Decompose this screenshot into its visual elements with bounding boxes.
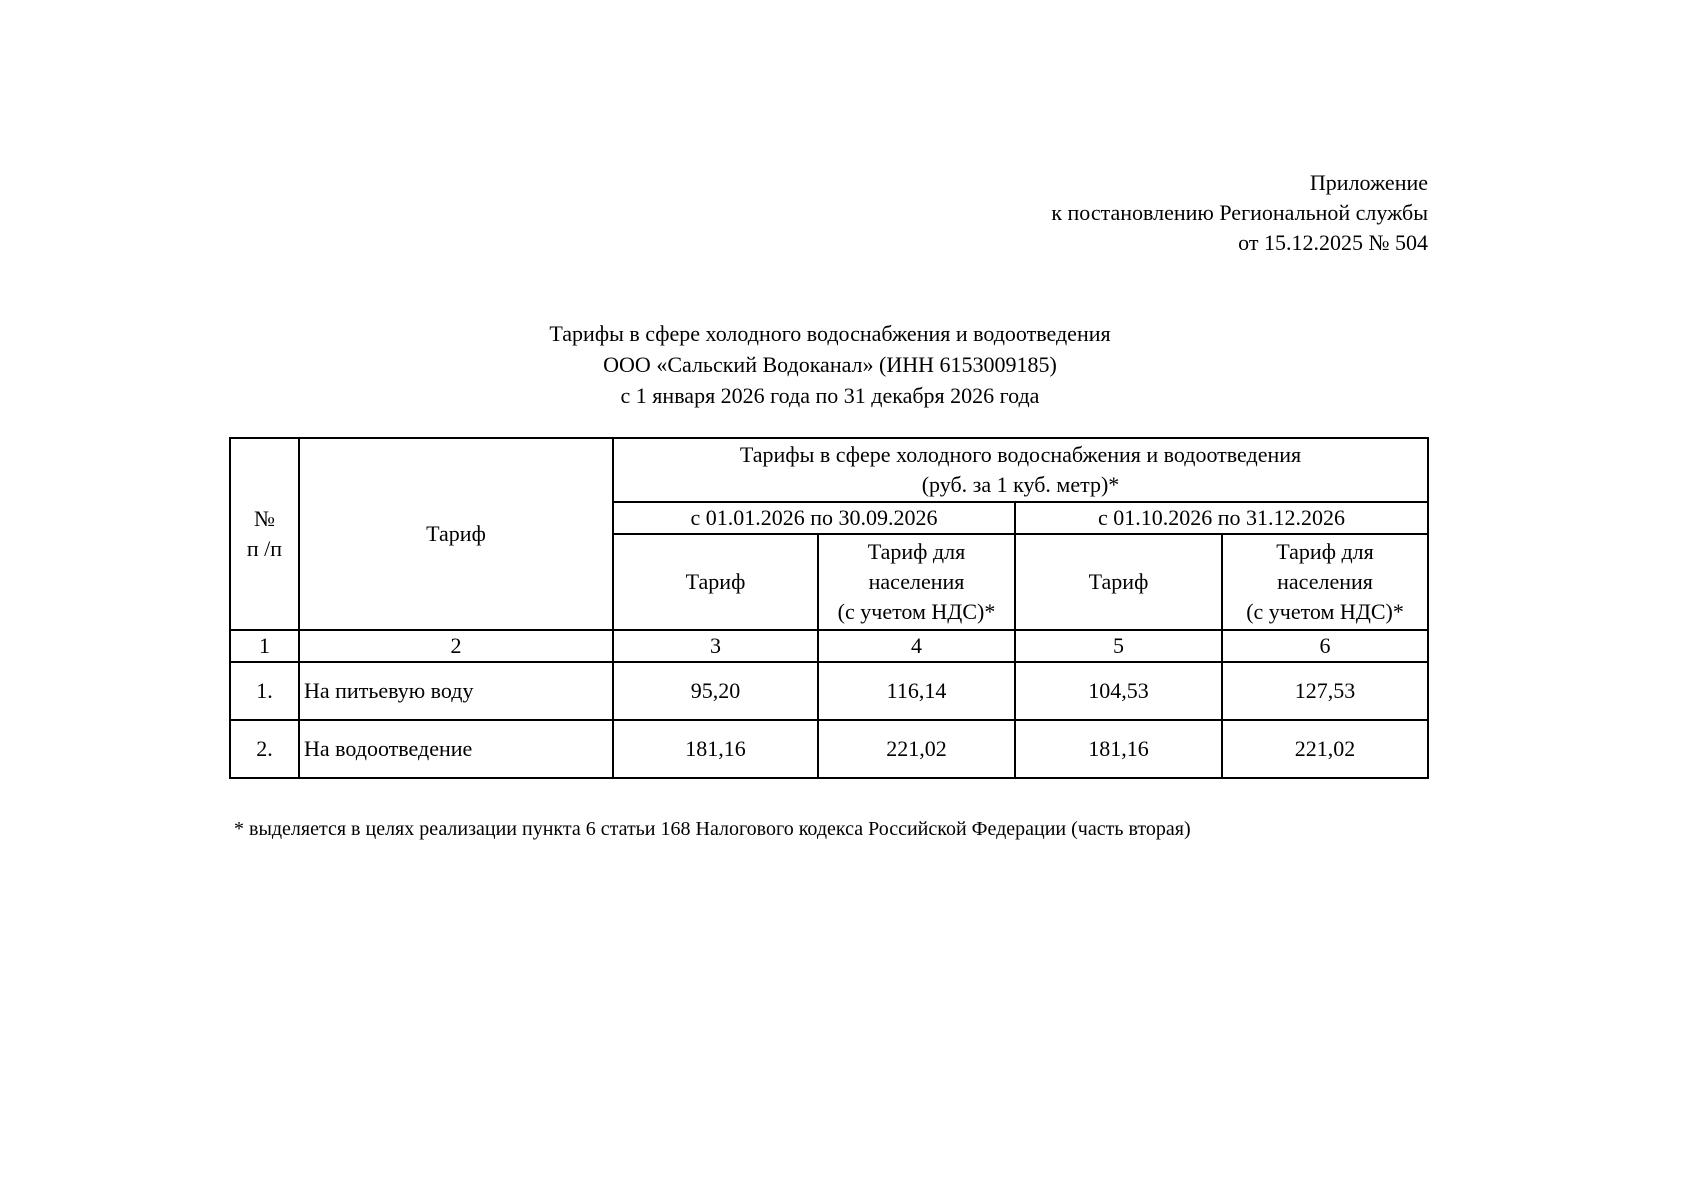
header-p1-pop-line-1: Тариф для xyxy=(867,539,966,564)
row-number: 2. xyxy=(230,720,299,778)
appendix-line-2: к постановлению Региональной службы xyxy=(1051,200,1428,225)
title-line-3: с 1 января 2026 года по 31 декабря 2026 года xyxy=(620,383,1040,408)
header-p1-pop-line-3: (с учетом НДС)* xyxy=(837,599,996,624)
header-row-group xyxy=(230,438,1428,502)
header-p2-pop-line-2: населения xyxy=(1277,569,1373,594)
title-line-1: Тарифы в сфере холодного водоснабжения и водоотведения xyxy=(549,321,1111,346)
header-num-line-2: п /п xyxy=(246,536,283,561)
row-p1-tariff: 181,16 xyxy=(613,720,818,778)
header-p1-pop-line-2: населения xyxy=(868,569,965,594)
row-tariff-name: На водоотведение xyxy=(299,720,613,778)
row-number: 1. xyxy=(230,662,299,720)
header-group-line-2: (руб. за 1 куб. метр)* xyxy=(921,472,1120,497)
column-number: 2 xyxy=(299,630,613,662)
header-group-line-1: Тарифы в сфере холодного водоснабжения и водоотведения xyxy=(739,442,1302,467)
row-p1-tariff: 95,20 xyxy=(613,662,818,720)
column-number: 3 xyxy=(613,630,818,662)
document-title xyxy=(0,318,1660,411)
header-group xyxy=(613,438,1428,502)
column-number: 6 xyxy=(1222,630,1428,662)
footnote: * выделяется в целях реализации пункта 6 статьи 168 Налогового кодекса Российской Федерации (часть вторая) xyxy=(234,818,1191,840)
row-p1-population: 116,14 xyxy=(818,662,1015,720)
appendix-block xyxy=(1051,168,1428,258)
row-p1-population: 221,02 xyxy=(818,720,1015,778)
table-row xyxy=(230,720,1428,778)
column-number: 1 xyxy=(230,630,299,662)
header-p2-pop-line-3: (с учетом НДС)* xyxy=(1246,599,1404,624)
header-num-line-1: № xyxy=(254,506,275,531)
column-number: 5 xyxy=(1015,630,1222,662)
header-p1-tariff: Тариф xyxy=(613,534,818,630)
row-p2-population: 221,02 xyxy=(1222,720,1428,778)
title-line-2: ООО «Сальский Водоканал» (ИНН 6153009185) xyxy=(603,352,1057,377)
header-num xyxy=(230,438,299,630)
appendix-line-3: от 15.12.2025 № 504 xyxy=(1238,230,1428,255)
header-p2-pop-line-1: Тариф для xyxy=(1276,539,1374,564)
header-p1-population xyxy=(818,534,1015,630)
tariffs-table xyxy=(229,437,1429,779)
column-number-row xyxy=(230,630,1428,662)
table-row xyxy=(230,662,1428,720)
header-tariff: Тариф xyxy=(299,438,613,630)
header-period-2: с 01.10.2026 по 31.12.2026 xyxy=(1015,502,1428,534)
header-p2-tariff: Тариф xyxy=(1015,534,1222,630)
row-p2-tariff: 181,16 xyxy=(1015,720,1222,778)
header-period-1: с 01.01.2026 по 30.09.2026 xyxy=(613,502,1015,534)
row-tariff-name: На питьевую воду xyxy=(299,662,613,720)
column-number: 4 xyxy=(818,630,1015,662)
row-p2-population: 127,53 xyxy=(1222,662,1428,720)
header-p2-population xyxy=(1222,534,1428,630)
appendix-line-1: Приложение xyxy=(1309,170,1428,195)
row-p2-tariff: 104,53 xyxy=(1015,662,1222,720)
